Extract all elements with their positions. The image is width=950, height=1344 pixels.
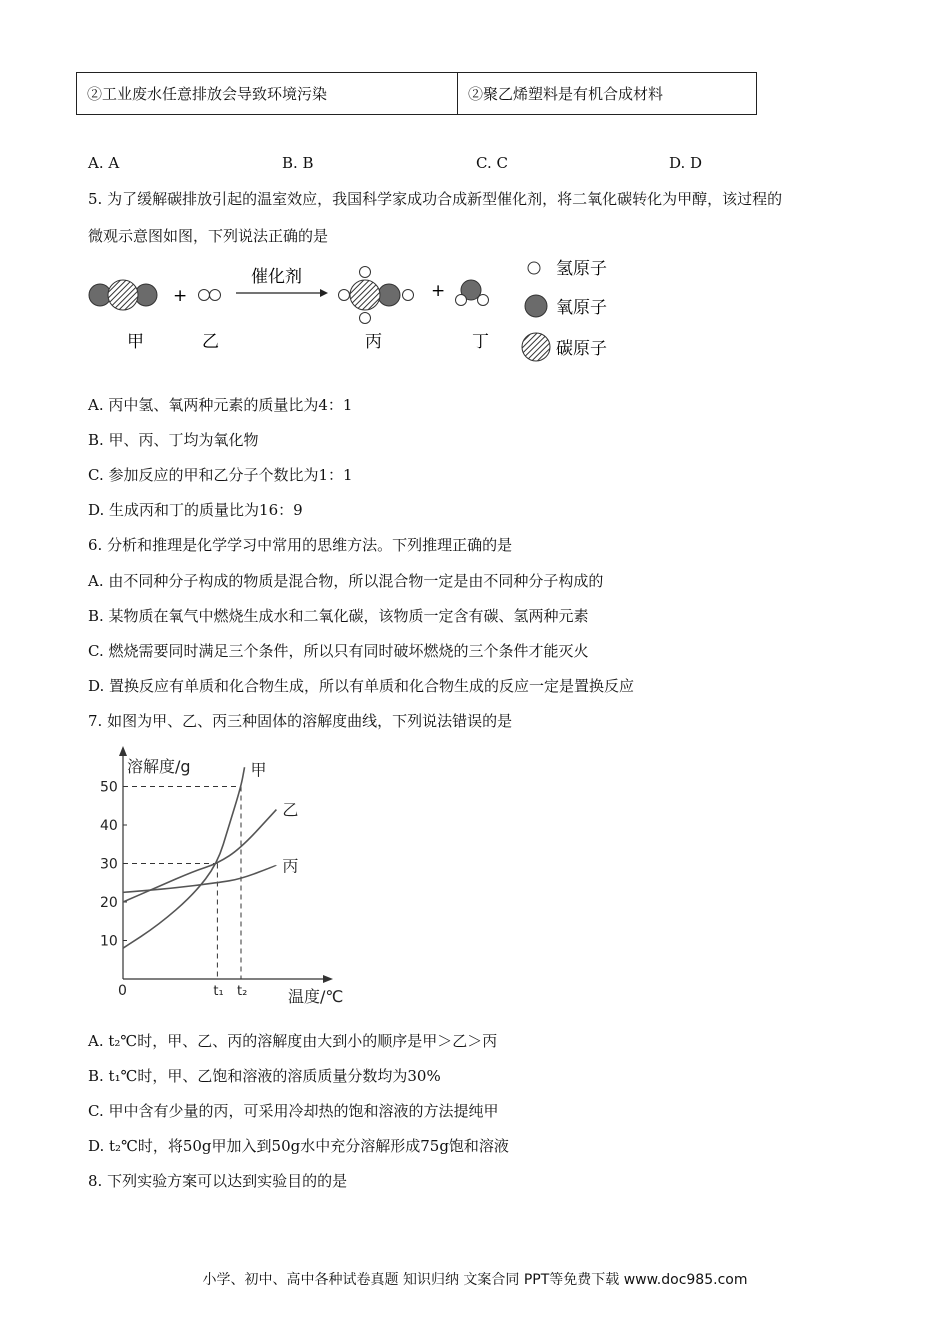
q5-stem-line2: 微观示意图如图，下列说法正确的是 [88, 227, 329, 245]
molecule-bing [339, 267, 414, 324]
carbon-legend-icon [522, 333, 550, 361]
series-line-2 [123, 810, 276, 902]
series-label-2: 乙 [282, 800, 299, 820]
q7-option-a: A. t₂℃时，甲、乙、丙的溶解度由大到小的顺序是甲＞乙＞丙 [88, 1032, 498, 1050]
q5-stem-line1: 5. 为了缓解碳排放引起的温室效应，我国科学家成功合成新型催化剂，将二氧化碳转化为甲醇，该过程的 [88, 190, 783, 208]
label-jia: 甲 [127, 332, 144, 352]
q6-option-a: A. 由不同种分子构成的物质是混合物，所以混合物一定是由不同种分子构成的 [88, 572, 604, 590]
plus-sign-2: + [431, 281, 446, 301]
q4-option-a: A. A [88, 154, 120, 172]
q8-stem: 8. 下列实验方案可以达到实验目的的是 [88, 1172, 348, 1190]
y-axis-label: 溶解度/g [127, 757, 191, 776]
label-yi: 乙 [202, 332, 219, 352]
q4-option-b: B. B [282, 154, 314, 172]
q7-option-c: C. 甲中含有少量的丙，可采用冷却热的饱和溶液的方法提纯甲 [88, 1102, 499, 1120]
y-tick-label: 20 [100, 895, 118, 911]
legend-hydrogen: 氢原子 [556, 259, 607, 279]
y-axis-arrow [119, 746, 127, 756]
series-label-3: 丙 [282, 856, 299, 876]
plus-sign-1: + [173, 286, 188, 306]
x-tick-label-t2: t₂ [237, 984, 248, 999]
q4-option-c: C. C [476, 154, 508, 172]
x-axis-label: 温度/℃ [288, 987, 344, 1006]
molecule-jia [89, 280, 157, 310]
legend-oxygen: 氧原子 [556, 298, 607, 318]
series-label-1: 甲 [250, 760, 267, 780]
q6-option-c: C. 燃烧需要同时满足三个条件，所以只有同时破坏燃烧的三个条件才能灭火 [88, 642, 589, 660]
table-cell-left: ②工业废水任意排放会导致环境污染 [77, 73, 458, 115]
q6-stem: 6. 分析和推理是化学学习中常用的思维方法。下列推理正确的是 [88, 536, 513, 554]
y-tick-label: 50 [100, 779, 118, 796]
q5-option-a: A. 丙中氢、氧两种元素的质量比为4：1 [88, 396, 353, 414]
x-axis-arrow [323, 975, 333, 983]
x-tick-label-t1: t₁ [213, 984, 224, 999]
table-row [77, 73, 757, 115]
y-tick-label: 40 [100, 818, 118, 834]
q5-option-d: D. 生成丙和丁的质量比为16：9 [88, 501, 303, 519]
label-bing: 丙 [365, 332, 382, 352]
x-tick-label-0: 0 [118, 983, 127, 999]
molecule-yi [199, 290, 221, 301]
reaction-diagram [80, 252, 640, 372]
y-tick-label: 30 [100, 856, 118, 873]
table-cell-right: ②聚乙烯塑料是有机合成材料 [458, 73, 757, 115]
q7-stem: 7. 如图为甲、乙、丙三种固体的溶解度曲线，下列说法错误的是 [88, 712, 513, 730]
q7-option-b: B. t₁℃时，甲、乙饱和溶液的溶质质量分数均为30% [88, 1067, 441, 1085]
legend-carbon: 碳原子 [556, 339, 607, 359]
catalyst-label: 催化剂 [251, 267, 302, 287]
q6-option-d: D. 置换反应有单质和化合物生成，所以有单质和化合物生成的反应一定是置换反应 [88, 677, 635, 695]
q5-option-b: B. 甲、丙、丁均为氧化物 [88, 431, 259, 449]
q7-option-d: D. t₂℃时，将50g甲加入到50g水中充分溶解形成75g饱和溶液 [88, 1137, 509, 1155]
q5-option-c: C. 参加反应的甲和乙分子个数比为1：1 [88, 466, 353, 484]
q4-option-d: D. D [669, 154, 703, 172]
oxygen-legend-icon [525, 295, 547, 317]
solubility-chart [80, 740, 370, 1015]
hydrogen-legend-icon [528, 262, 540, 274]
reaction-arrow [236, 289, 328, 297]
label-ding: 丁 [472, 332, 489, 352]
y-tick-label: 10 [100, 933, 118, 950]
q6-option-b: B. 某物质在氧气中燃烧生成水和二氧化碳，该物质一定含有碳、氢两种元素 [88, 607, 589, 625]
molecule-ding [456, 280, 489, 306]
comparison-table [76, 72, 757, 115]
footer-ad: 小学、初中、高中各种试卷真题 知识归纳 文案合同 PPT等免费下载 www.doc985.com [202, 1272, 748, 1288]
